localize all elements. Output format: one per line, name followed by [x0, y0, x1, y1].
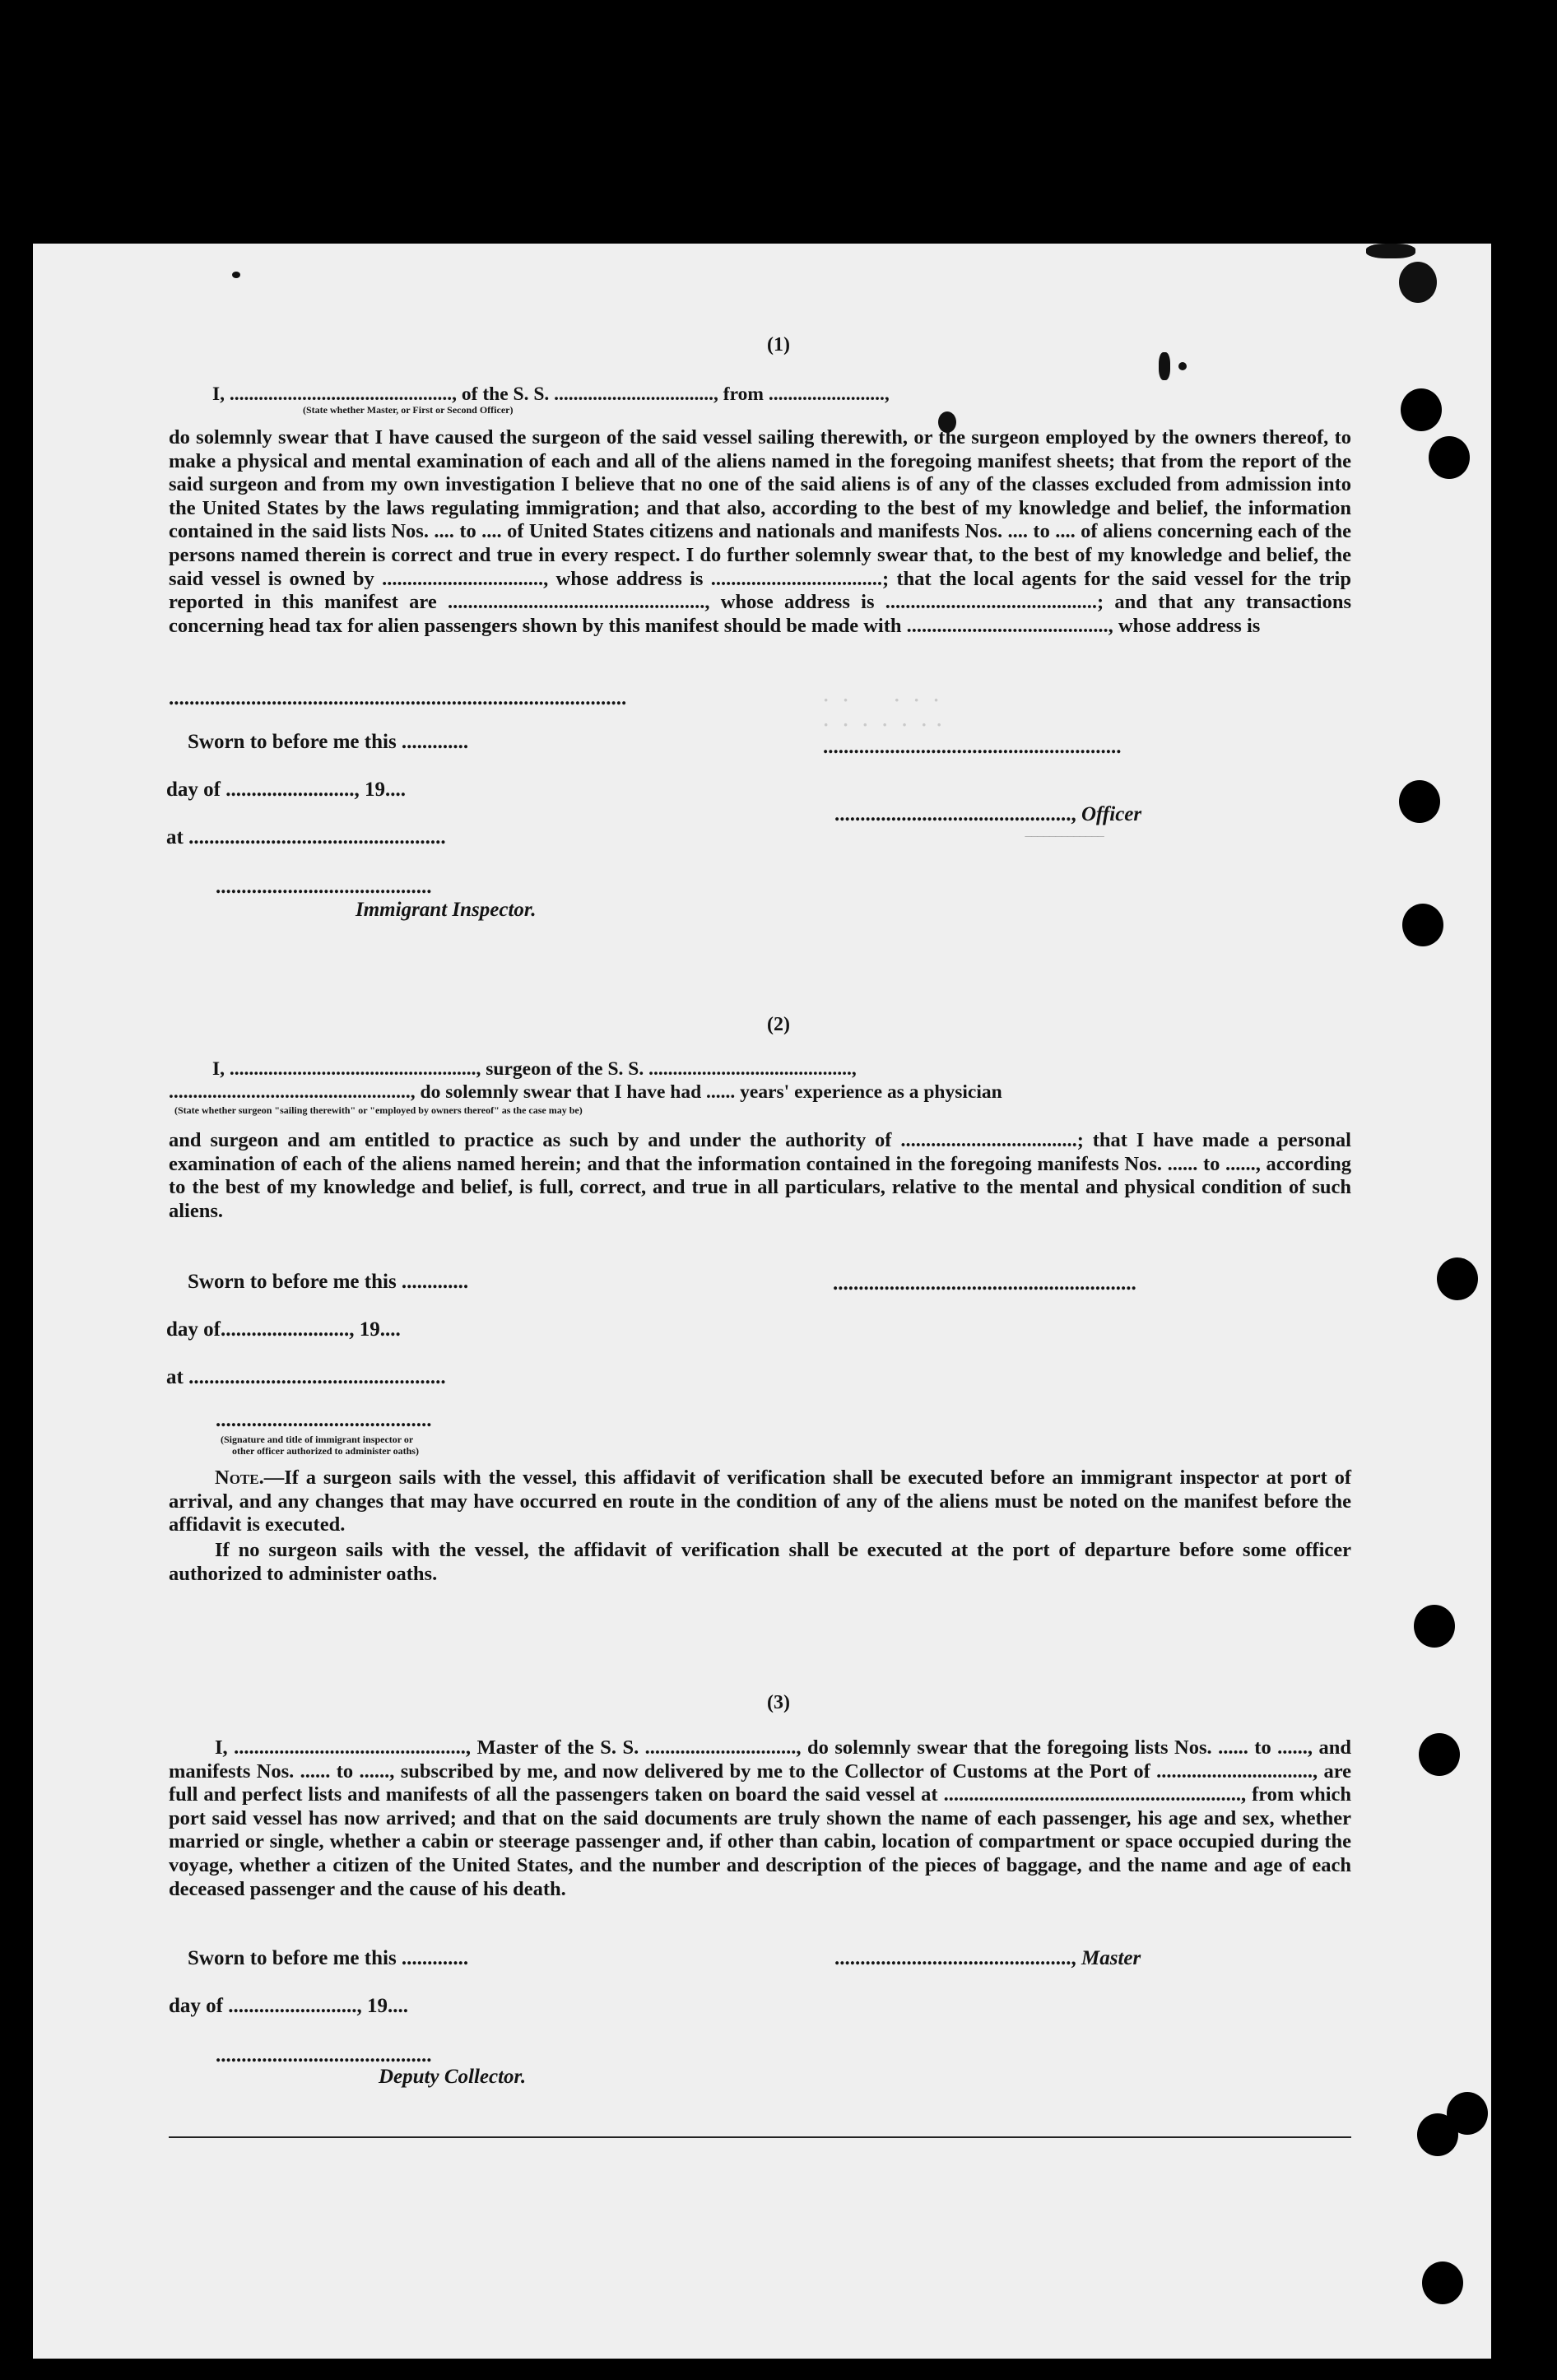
section-1-sworn-line: Sworn to before me this .............: [188, 731, 469, 753]
section-2-second-line: .................................................., do solemnly swear that I have had ...... years' experience as a physician: [169, 1081, 1002, 1103]
section-2-signature-caption-2: other officer authorized to administer oaths): [232, 1445, 419, 1457]
master-dots: ..............................................,: [834, 1947, 1081, 1969]
section-2-note: [169, 1467, 1351, 1537]
punch-hole: [1399, 780, 1440, 823]
section-2-caption: (State whether surgeon "sailing therewith" or "employed by owners thereof" as the case may be): [174, 1104, 583, 1116]
punch-hole: [1447, 2092, 1488, 2135]
section-2-paragraph: and surgeon and am entitled to practice as such by and under the authority of ...................................; that I have made a personal examination of each of the aliens named herein; and that the information contained in the foregoing manifests Nos. ...... to ......, according to the best of my knowledge and belief, is full, correct, and true in all particulars, relative to the mental and physical condition of such aliens.: [169, 1129, 1351, 1222]
section-3-signature-line: ..........................................: [216, 2044, 432, 2066]
section-2-number: (2): [767, 1014, 790, 1035]
section-3-master-line: [834, 1947, 1141, 1970]
master-label: Master: [1081, 1947, 1141, 1969]
section-3-number: (3): [767, 1692, 790, 1713]
section-1-number: (1): [767, 334, 790, 356]
corner-stain: [1366, 244, 1415, 258]
section-1-officer-line: [834, 803, 1141, 826]
punch-hole: [1429, 436, 1470, 479]
faded-stamp-text: · · · · ·: [823, 690, 940, 710]
section-2-day-line: day of........................., 19....: [166, 1318, 401, 1341]
ink-blot: [1159, 352, 1170, 380]
punch-hole: [1422, 2261, 1463, 2304]
section-1-paragraph: do solemnly swear that I have caused the surgeon of the said vessel sailing therewith, or the surgeon employed by the owners thereof, to make a physical and mental examination of each and all of the aliens named in the foregoing manifest sheets; that from the report of the said surgeon and from my own investigation I believe that no one of the said aliens is of any of the classes excluded from admission into the United States by the laws regulating immigration; and that also, according to the best of my knowledge and belief, the information contained in the said lists Nos. .... to .... of United States citizens and nationals and manifests Nos. .... to .... of aliens concerning each of the persons named therein is correct and true in every respect. I do further solemnly swear that, to the best of my knowledge and belief, the said vessel is owned by ................................, whose address is ..................................; that the local agents for the said vessel for the trip reported in this manifest are ..................................................., whose address is ..........................................; and that any transactions concerning head tax for alien passengers shown by this manifest should be made with ........................................, whose address is: [169, 426, 1351, 637]
section-1-first-line: I, .............................................., of the S. S. ................................., from ........................,: [212, 383, 890, 405]
section-2-signature-caption-1: (Signature and title of immigrant inspector or: [221, 1434, 414, 1445]
section-2-sworn-line: Sworn to before me this .............: [188, 1271, 469, 1293]
note-text: —If a surgeon sails with the vessel, this affidavit of verification shall be executed before an immigrant inspector at port of arrival, and any changes that may have occurred en route in the condition of any of the aliens must be noted on the manifest before the affidavit is executed.: [169, 1467, 1351, 1536]
section-3-signature-title: Deputy Collector.: [379, 2066, 527, 2088]
section-1-signature-title: Immigrant Inspector.: [356, 899, 537, 921]
note-label: Note.: [215, 1467, 264, 1489]
section-2-signature-line: ...........................................................: [833, 1272, 1136, 1295]
section-2-inspector-signature-line: ..........................................: [216, 1409, 432, 1431]
faded-stamp-text: · · · · · · ·: [823, 714, 942, 735]
section-1-dots-line: .........................................................................................: [169, 687, 627, 709]
officer-dots: ..............................................,: [834, 803, 1081, 825]
section-2-at-line: at ..................................................: [166, 1366, 446, 1388]
punch-hole: [1401, 388, 1442, 431]
bottom-rule: [169, 2136, 1351, 2138]
section-1-sworn-signature-line: ..........................................................: [823, 736, 1122, 758]
officer-label: Officer: [1081, 803, 1142, 825]
ink-blot: [232, 272, 240, 278]
section-1-at-line: at ..................................................: [166, 826, 446, 848]
ink-blot: [1178, 362, 1187, 370]
punch-hole: [1414, 1605, 1455, 1648]
faded-signature-mark: ‾‾‾‾‾‾‾‾‾‾‾‾‾: [1025, 834, 1104, 855]
section-3-sworn-line: Sworn to before me this .............: [188, 1947, 469, 1969]
section-1-caption: (State whether Master, or First or Second Officer): [303, 404, 514, 416]
section-1-signature-line: ..........................................: [216, 876, 432, 898]
section-3-day-line: day of ........................., 19....: [169, 1995, 408, 2017]
section-3-paragraph: I, .............................................., Master of the S. S. .............................., do solemnly swear that the foregoing lists Nos. ...... to ......, and manifests Nos. ...... to ......, subscribed by me, and now delivered by me to the Collector of Customs at the Port of ..............................., are full and perfect lists and manifests of all the passengers taken on board the said vessel at ..........................................................., from which port said vessel has now arrived; and that on the said documents are truly shown the name of each passenger, his age and sex, whether married or single, whether a cabin or steerage passenger and, if other than cabin, location of compartment or space occupied during the voyage, whether a citizen of the United States, and the number and description of the pieces of baggage, and the name and age of each deceased passenger and the cause of his death.: [169, 1736, 1351, 1900]
section-1-day-line: day of ........................., 19....: [166, 779, 406, 801]
punch-hole: [1419, 1733, 1460, 1776]
corner-stain: [1399, 262, 1437, 303]
punch-hole: [1437, 1257, 1478, 1300]
punch-hole: [1402, 904, 1443, 946]
section-2-first-line: I, ..................................................., surgeon of the S. S. ..........................................,: [212, 1058, 857, 1080]
section-2-note-second: If no surgeon sails with the vessel, the affidavit of verification shall be executed at the port of departure before some officer authorized to administer oaths.: [169, 1539, 1351, 1585]
